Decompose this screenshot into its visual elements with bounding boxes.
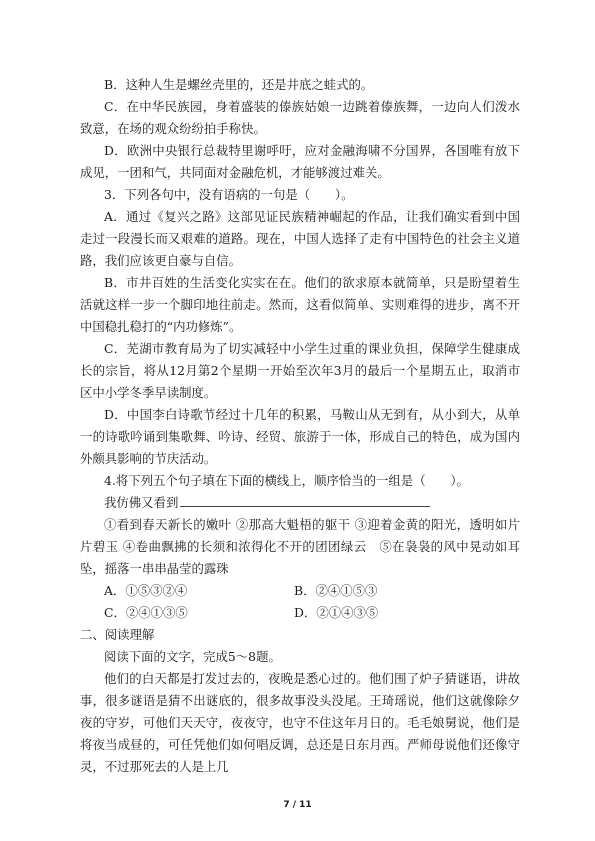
reading-passage: 他们的白天都是打发过去的，夜晚是悉心过的。他们围了炉子猜谜语，讲故事，很多谜语是猜不出谜底的，很多故事没头没尾。王琦瑶说，他们这就像除夕夜的守岁，可他们天天守，夜夜守，也守不住这年月日的。毛毛娘舅说，他们是将夜当成昼的，可任凭他们如何唱反调，总还是日东月西。严师母说他们还像守灵，不过那死去的人是上几 [80,671,520,774]
q2-option-c: C．在中华民族园，身着盛装的傣族姑娘一边跳着傣族舞，一边向人们泼水致意，在场的观众纷纷拍手称快。 [80,99,520,136]
q4-options [104,580,524,624]
q2-option-b: B．这种人生是螺丝壳里的，还是井底之蛙式的。 [104,77,374,92]
q3-option-b: B．市井百姓的生活变化实实在在。他们的欲求原本就简单，只是盼望着生活就这样一步一个脚印地往前走。然而，这看似简单、实则难得的进步，离不开中国稳扎稳打的“内功修炼”。 [80,275,520,334]
q4-stem: 4.将下列五个句子填在下面的横线上，顺序恰当的一组是（ ）。 [104,473,469,488]
q4-option-c: C．②④①③⑤ [104,605,188,620]
fill-blank-line [180,492,430,507]
q4-option-b: B．②④①⑤③ [294,583,378,598]
q3-stem: 3．下列各句中，没有语病的一句是（ ）。 [104,187,354,202]
q4-lead: 我仿佛又看到 [104,495,179,510]
q4-sentences: ①看到春天新长的嫩叶 ②那高大魁梧的躯干 ③迎着金黄的阳光，透明如片片碧玉 ④卷曲飘拂的长须和浓得化不开的团团绿云 ⑤在袅袅的风中晃动如耳坠，摇落一串串晶莹的露珠 [80,517,520,576]
q3-option-d: D．中国李白诗歌节经过十几年的积累，马鞍山从无到有，从小到大，从单一的诗歌吟诵到集歌舞、吟诗、经贸、旅游于一体，形成自己的特色，成为国内外颇具影响的节庆活动。 [80,407,520,466]
section-heading: 二、阅读理解 [80,627,155,642]
reading-intro: 阅读下面的文字，完成5～8题。 [104,649,281,664]
q4-option-a: A．①⑤③②④ [104,583,188,598]
q3-option-a: A．通过《复兴之路》这部见证民族精神崛起的作品，让我们确实看到中国走过一段漫长而又艰难的道路。现在，中国人选择了走有中国特色的社会主义道路，我们应该更自豪与自信。 [80,209,520,268]
q2-option-d: D．欧洲中央银行总裁特里谢呼吁，应对金融海啸不分国界，各国唯有放下成见，一团和气，共同面对金融危机，才能够渡过难关。 [80,143,520,180]
q3-option-c: C．芜湖市教育局为了切实减轻中小学生过重的课业负担，保障学生健康成长的宗旨，将从12月第2个星期一开始至次年3月的最后一个星期五止，取消市区中小学冬季早读制度。 [80,341,520,400]
q4-lead-line [80,492,520,514]
q4-option-d: D．②①④③⑤ [294,605,379,620]
page-number: 7 / 11 [283,800,312,810]
